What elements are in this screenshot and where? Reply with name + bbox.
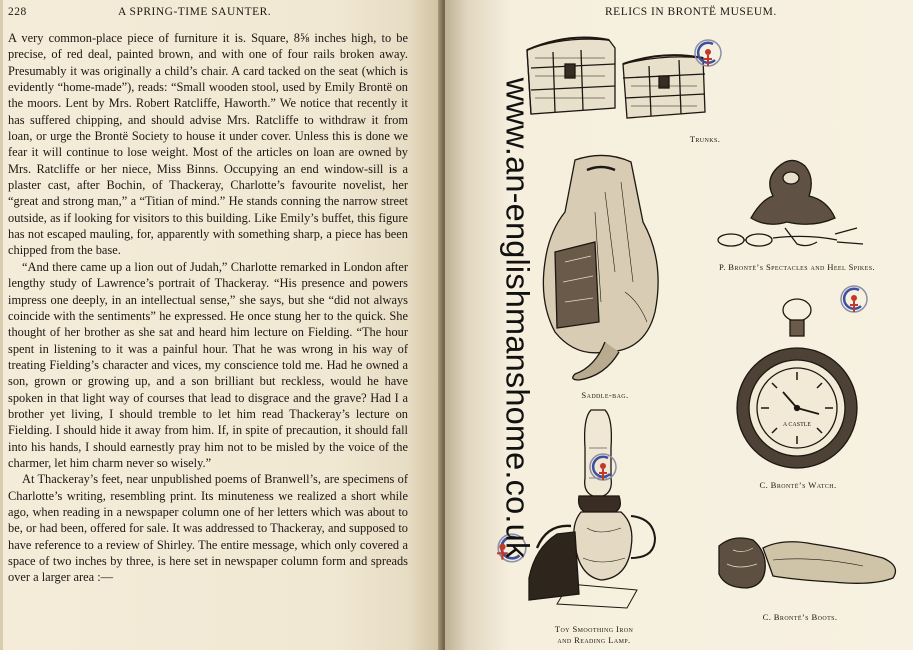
trunk-icon	[523, 28, 708, 128]
watermark-text: www.an-englishmanshome.co.uk	[499, 77, 536, 559]
caption-boots: C. Brontë’s Boots.	[762, 612, 838, 622]
watch-dial-text: A CASTLE	[782, 422, 812, 428]
walking-man-badge-icon	[693, 38, 723, 75]
caption-iron-line1: Toy Smoothing Iron	[554, 624, 634, 634]
caption-iron-lamp	[530, 624, 658, 646]
caption-saddle-bag: Saddle-bag.	[581, 390, 629, 400]
pocket-watch-illustration	[735, 296, 860, 481]
boots-icon	[713, 530, 903, 602]
left-page	[0, 0, 443, 650]
saddle-bag-illustration	[535, 152, 675, 382]
caption-watch: C. Brontë’s Watch.	[759, 480, 837, 490]
caption-trunks: Trunks.	[689, 134, 721, 144]
oil-lamp-icon	[527, 408, 667, 623]
paragraph: At Thackeray’s feet, near unpublished poems of Branwell’s, are specimens of Charlotte’s writing, resembling print. Its minuteness we realized a short while ago, when reading in a newspaper column one of her letters which was about to be, or had been, offered for sale. It was addressed to Thackeray, and supposed to have reference to a review of Shirley. The entire message, which only covered a space of two inches by three, is here set in newspaper column form and spreads over a larger area :—	[8, 472, 408, 585]
pocket-watch-icon	[735, 296, 860, 481]
caption-iron-line2: and Reading Lamp.	[557, 635, 631, 645]
paragraph: A very common-place piece of furniture it is. Square, 8⅝ inches high, to be precise, of red deal, painted brown, and with one of four rails broken away. Presumably it was originally a child’s chair. A card tacked on the seat (which is evidently “home-made”), reads: “Small wooden stool, used by Emily Brontë on the moors. Lent by Mrs. Robert Ratcliffe, Haworth.” We notice that recently it has suffered chipping, and should advise Mrs. Ratcliffe to withdraw it from loan, or urge the Brontë Society to house it under cover. Unless this is done we fear it will continue to lose weight. Most of the articles on loan are owned by Mrs. Ratcliffe or her niece, Miss Binns. Occupying an end window-sill is a plaster cast, after Bochin, of Thackeray, Charlotte’s favourite novelist, her “great and strong man,” a “Titian of mind.” He stands conning the narrow street outside, as if looking for visitors to this building. Like Emily’s buffet, this figure has not escaped mauling, for, apparently with something sharp, a piece has been chipped from the base.	[8, 31, 408, 258]
spectacles-illustration	[717, 148, 867, 253]
caption-spectacles: P. Brontë’s Spectacles and Heel Spikes.	[718, 262, 875, 272]
right-running-head: RELICS IN BRONTË MUSEUM.	[605, 6, 777, 18]
boots-illustration	[713, 530, 903, 602]
page-edge	[0, 0, 3, 650]
iron-and-lamp-illustration	[527, 408, 667, 623]
paragraph: “And there came up a lion out of Judah,” Charlotte remarked in London after lengthy study of Lawrence’s portrait of Thackeray. “His presence and powers impress one deeply, in an intellectual sense,” she says, but she “did not always coincide with the sentiments” he expressed. He once stung her to the quick. She thought of her brother as she sat and heard him lecture on Fielding. “The hour spent in listening to it was a painful hour. That he was wrong in his way of treating Fielding’s character and vices, my conscience told me. Had he owned a son, grown or growing up, and a son brilliant but reckless, would he have spoken in that light way of courses that lead to disgrace and the grave? Had I a brother yet living, I should tremble to let him read Thackeray’s lecture on Fielding. I should hide it away from him. If, in spite of precaution, it should fall into his hands, I should earnestly pray him not to be misled by the voice of the charmer, let him charm never so wisely.”	[8, 259, 408, 470]
trunks-illustration	[523, 28, 708, 128]
saddle-bag-icon	[535, 152, 675, 382]
spectacles-icon	[717, 148, 867, 253]
walking-man-badge-icon	[839, 284, 869, 321]
walking-man-badge-icon	[588, 452, 618, 489]
watermark	[497, 77, 537, 559]
page-number: 228	[8, 6, 27, 18]
body-text	[8, 30, 408, 586]
left-running-head: A SPRING-TIME SAUNTER.	[118, 6, 272, 18]
